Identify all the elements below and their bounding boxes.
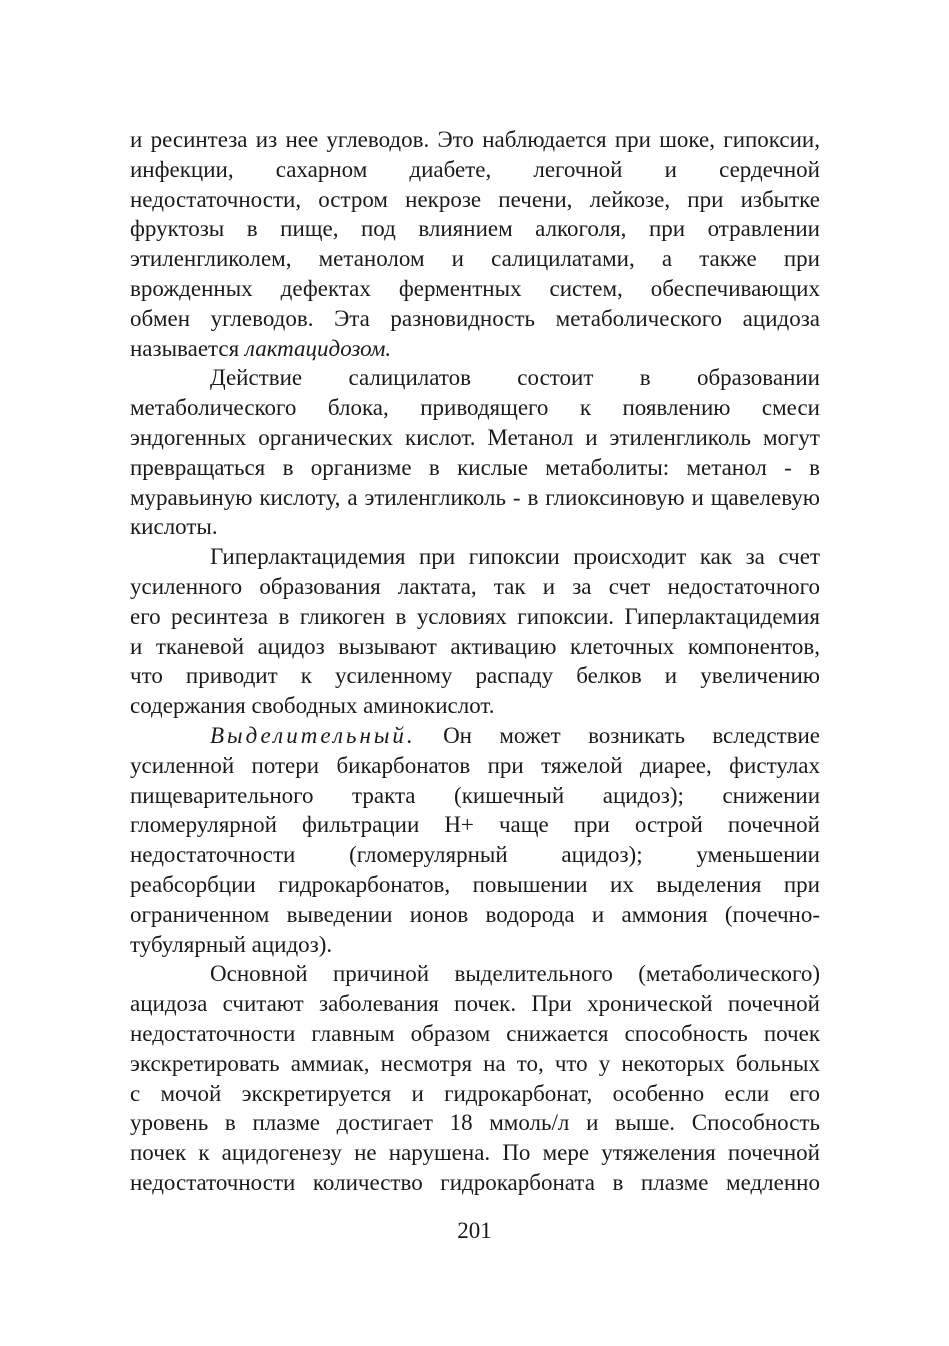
italic-term: лактацидозом. <box>244 335 392 361</box>
text-line: пищеварительного тракта (кишечный ацидоз); снижении <box>130 782 820 808</box>
text-line: метаболического блока, приводящего к появлению смеси <box>130 395 820 421</box>
paragraph-2 <box>130 363 820 542</box>
text-line: и ресинтеза из нее углеводов. Это наблюдается при шоке, гипоксии, <box>130 127 820 152</box>
text-line: тубулярный ацидоз). <box>130 931 333 957</box>
text-line: муравьиную кислоту, а этиленгликоль - в глиоксиновую и щавелевую <box>130 484 820 510</box>
text-line: Гиперлактацидемия при гипоксии происходит как за счет <box>210 544 820 570</box>
section-term: Выделительный. <box>210 722 416 748</box>
text-line: реабсорбции гидрокарбонатов, повышении их выделения при <box>130 871 820 897</box>
text-line: Действие салицилатов состоит в образовании <box>210 365 820 391</box>
text-line: что приводит к усиленному распаду белков и увеличению <box>130 663 820 689</box>
text-line: превращаться в организме в кислые метаболиты: метанол - в <box>130 454 820 480</box>
paragraph-5 <box>130 959 820 1197</box>
text-line: ограниченном выведении ионов водорода и аммония (почечно- <box>130 901 820 927</box>
text-line: усиленной потери бикарбонатов при тяжелой диарее, фистулах <box>130 752 820 778</box>
text-line: с мочой экскретируется и гидрокарбонат, особенно если его <box>130 1080 820 1106</box>
text-line: этиленгликолем, метанолом и салицилатами, а также при <box>130 246 820 272</box>
text-line: эндогенных органических кислот. Метанол и этиленгликоль могут <box>130 424 820 450</box>
text-line: недостаточности, остром некрозе печени, лейкозе, при избытке <box>130 186 820 212</box>
text-line: уровень в плазме достигает 18 ммоль/л и выше. Способность <box>130 1110 820 1136</box>
text-line: и тканевой ацидоз вызывают активацию клеточных компонентов, <box>130 633 820 659</box>
text-line: содержания свободных аминокислот. <box>130 693 495 719</box>
text-line: обмен углеводов. Эта разновидность метаболического ацидоза <box>130 305 820 331</box>
text-line: кислоты. <box>130 514 218 540</box>
text-line: усиленного образования лактата, так и за счет недостаточного <box>130 573 820 599</box>
text-line: инфекции, сахарном диабете, легочной и сердечной <box>130 156 820 182</box>
text-line: недостаточности (гломерулярный ацидоз); уменьшении <box>130 842 820 868</box>
text-line: недостаточности главным образом снижается способность почек <box>130 1020 820 1046</box>
paragraph-3 <box>130 542 820 721</box>
text-line: Основной причиной выделительного (метаболического) <box>210 961 820 987</box>
text-line: почек к ацидогенезу не нарушена. По мере утяжеления почечной <box>130 1140 820 1166</box>
text-line: фруктозы в пище, под влиянием алкоголя, при отравлении <box>130 216 820 242</box>
text-line <box>130 721 820 751</box>
paragraph-1 <box>130 125 820 363</box>
text-line: ацидоза считают заболевания почек. При хронической почечной <box>130 991 820 1017</box>
text-line: его ресинтеза в гликоген в условиях гипоксии. Гиперлактацидемия <box>130 603 820 629</box>
text-fragment: называется <box>130 335 245 361</box>
text-line: недостаточности количество гидрокарбоната в плазме медленно <box>130 1169 820 1195</box>
text-line <box>130 334 820 364</box>
text-line: экскретировать аммиак, несмотря на то, что у некоторых больных <box>130 1050 820 1076</box>
text-fragment: Он может возникать вследствие <box>415 722 820 748</box>
paragraph-4 <box>130 721 820 959</box>
page-number: 201 <box>457 1218 492 1243</box>
page-body <box>130 125 820 1198</box>
text-line: гломерулярной фильтрации Н+ чаще при острой почечной <box>130 812 820 838</box>
text-line: врожденных дефектах ферментных систем, обеспечивающих <box>130 275 820 301</box>
